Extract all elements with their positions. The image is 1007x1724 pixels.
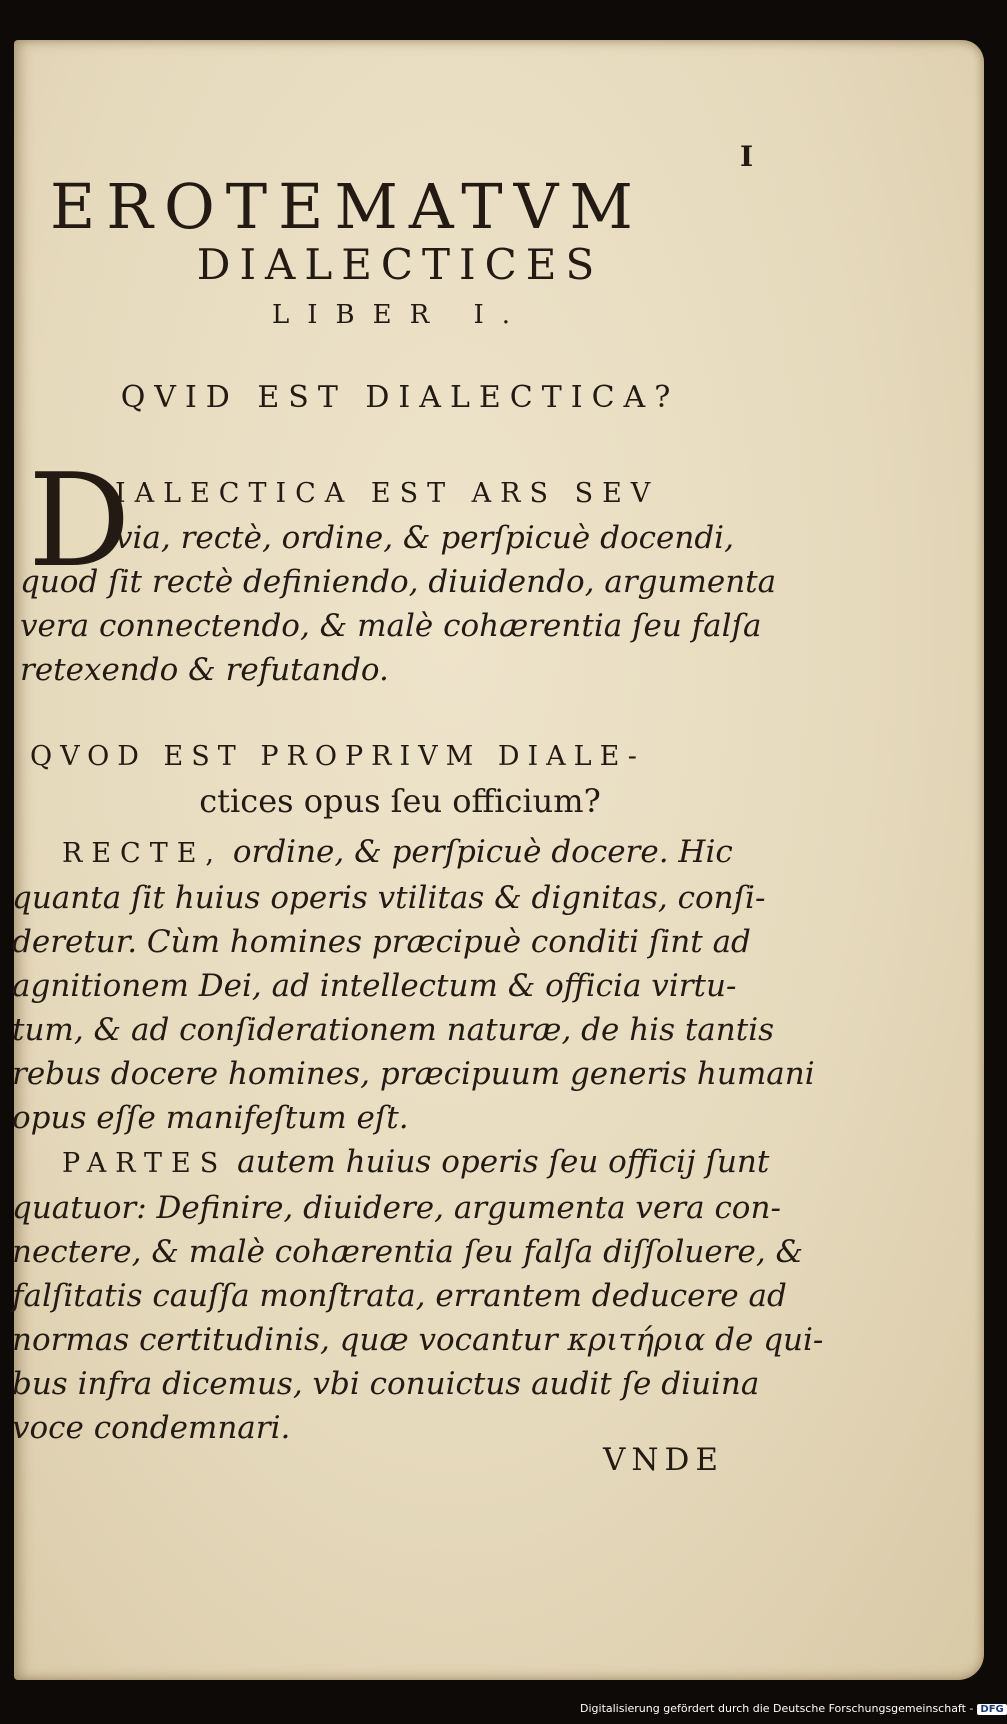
line-text: opus eſſe manifeſtum eſt. [12,1100,409,1136]
catchword: VNDE [603,1442,724,1478]
line-text: agnitionem Dei, ad intellectum & officia virtu- [12,968,737,1004]
text-line [20,516,760,560]
line-text: ordine, & perſpicuè docere. Hic [223,834,733,870]
line-text: quanta ſit huius operis vtilitas & dignitas, conſi- [12,880,766,916]
drop-cap: D [28,447,131,596]
text-line [12,1186,781,1230]
text-line [12,1230,804,1274]
text-line [20,560,777,604]
small-caps-text: PARTES [62,1148,228,1179]
question-line-2: ctices opus ſeu officium? [199,782,601,820]
line-text: vera connectendo, & malè cohærentia ſeu falſa [20,608,762,644]
text-line [12,1052,815,1096]
title-line-1: EROTEMATVM [50,170,644,243]
small-caps-text: IALECTICA EST ARS SEV [115,478,660,509]
line-text: deretur. Cùm homines præcipuè conditi ſint ad [12,924,751,960]
title-line-2: DIALECTICES [196,240,604,289]
text-line [12,1362,762,1406]
line-text: bus infra dicemus, vbi conuictus audit ſe diuina [12,1366,760,1402]
question-heading-1: QVID EST DIALECTICA? [120,380,680,415]
text-line [12,964,762,1008]
page-number: I [740,140,754,173]
line-text: normas certitudinis, quæ vocantur κριτήρια de qui- [12,1322,824,1358]
text-line [20,604,760,648]
paragraph-2 [12,830,824,1450]
text-line [12,920,762,964]
question-line-1: QVOD EST PROPRIVM DIALE- [30,741,645,772]
digitization-credit [580,1702,1004,1715]
line-text: voce condemnari. [12,1410,291,1446]
line-text: via, rectè, ordine, & perſpicuè docendi, [115,520,734,556]
line-text: quod ſit rectè definiendo, diuidendo, argumenta [20,564,777,600]
line-text: retexendo & refutando. [20,652,389,688]
text-line [20,648,760,692]
line-text: rebus docere homines, præcipuum generis humani [12,1056,815,1092]
text-line [12,1274,787,1318]
small-caps-text: RECTE, [62,838,223,869]
text-line [12,1140,770,1186]
question-heading-2 [30,735,770,823]
line-text: autem huius operis ſeu officij ſunt [227,1144,770,1180]
line-text: falſitatis cauſſa monſtrata, errantem deducere ad [12,1278,787,1314]
credit-text: Digitalisierung gefördert durch die Deutsche Forschungsgemeinschaft - [580,1702,974,1715]
text-line [20,470,760,516]
line-text: tum, & ad conſiderationem naturæ, de his tantis [12,1012,775,1048]
text-line [12,830,762,876]
title-line-3: LIBER I. [272,300,528,330]
paragraph-1 [20,470,777,692]
text-line [12,1318,824,1362]
text-line [12,876,766,920]
text-line [12,1096,762,1140]
line-text: quatuor: Definire, diuidere, argumenta vera con- [12,1190,781,1226]
text-line [12,1008,775,1052]
line-text: nectere, & malè cohærentia ſeu falſa diſſoluere, & [12,1234,804,1270]
dfg-logo: DFG [977,1704,1006,1715]
